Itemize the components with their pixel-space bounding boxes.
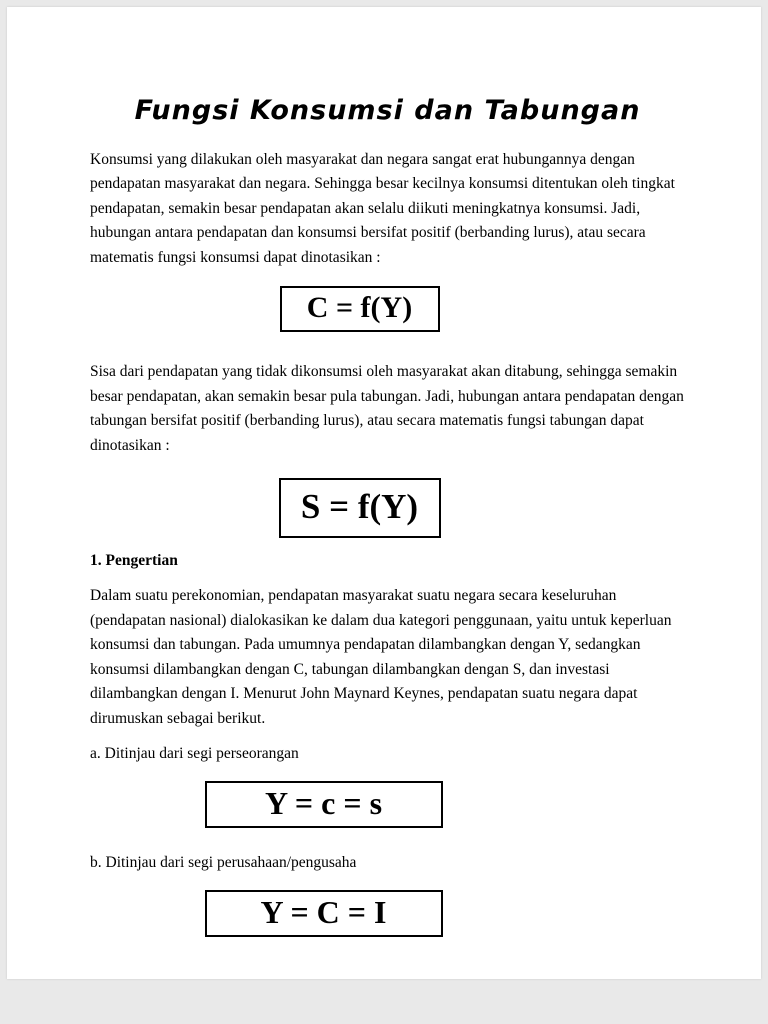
formula-box-konsumsi: C = f(Y) xyxy=(280,286,440,332)
formula-box-tabungan: S = f(Y) xyxy=(279,478,441,538)
sub-item-b: b. Ditinjau dari segi perusahaan/pengusaha xyxy=(90,854,357,872)
paragraph-tabungan: Sisa dari pendapatan yang tidak dikonsumsi oleh masyarakat akan ditabung, sehingga semakin besar pendapatan, akan semakin besar pula tabungan. Jadi, hubungan antara pendapatan dengan tabungan bersifat positif (berbanding lurus), atau secara matematis fungsi tabungan dapat dinotasikan : xyxy=(90,363,684,454)
formula-box-perusahaan: Y = C = I xyxy=(205,890,443,937)
document-title: Fungsi Konsumsi dan Tabungan xyxy=(134,95,641,126)
document-page xyxy=(7,7,761,979)
heading-pengertian: 1. Pengertian xyxy=(90,552,178,570)
sub-item-a: a. Ditinjau dari segi perseorangan xyxy=(90,745,299,763)
paragraph-pengertian: Dalam suatu perekonomian, pendapatan masyarakat suatu negara secara keseluruhan (pendapatan nasional) dialokasikan ke dalam dua kategori penggunaan, yaitu untuk keperluan konsumsi dan tabungan. Pada umumnya pendapatan dilambangkan dengan Y, sedangkan konsumsi dilambangkan dengan C, tabungan dilambangkan dengan S, dan investasi dilambangkan dengan I. Menurut John Maynard Keynes, pendapatan suatu negara dapat dirumuskan sebagai berikut. xyxy=(90,587,672,727)
paragraph-konsumsi-intro: Konsumsi yang dilakukan oleh masyarakat dan negara sangat erat hubungannya dengan pendapatan masyarakat dan negara. Sehingga besar kecilnya konsumsi ditentukan oleh tingkat pendapatan, semakin besar pendapatan akan selalu diikuti meningkatnya konsumsi. Jadi, hubungan antara pendapatan dan konsumsi bersifat positif (berbanding lurus), atau secara matematis fungsi konsumsi dapat dinotasikan : xyxy=(90,151,675,266)
formula-box-perseorangan: Y = c = s xyxy=(205,781,443,828)
